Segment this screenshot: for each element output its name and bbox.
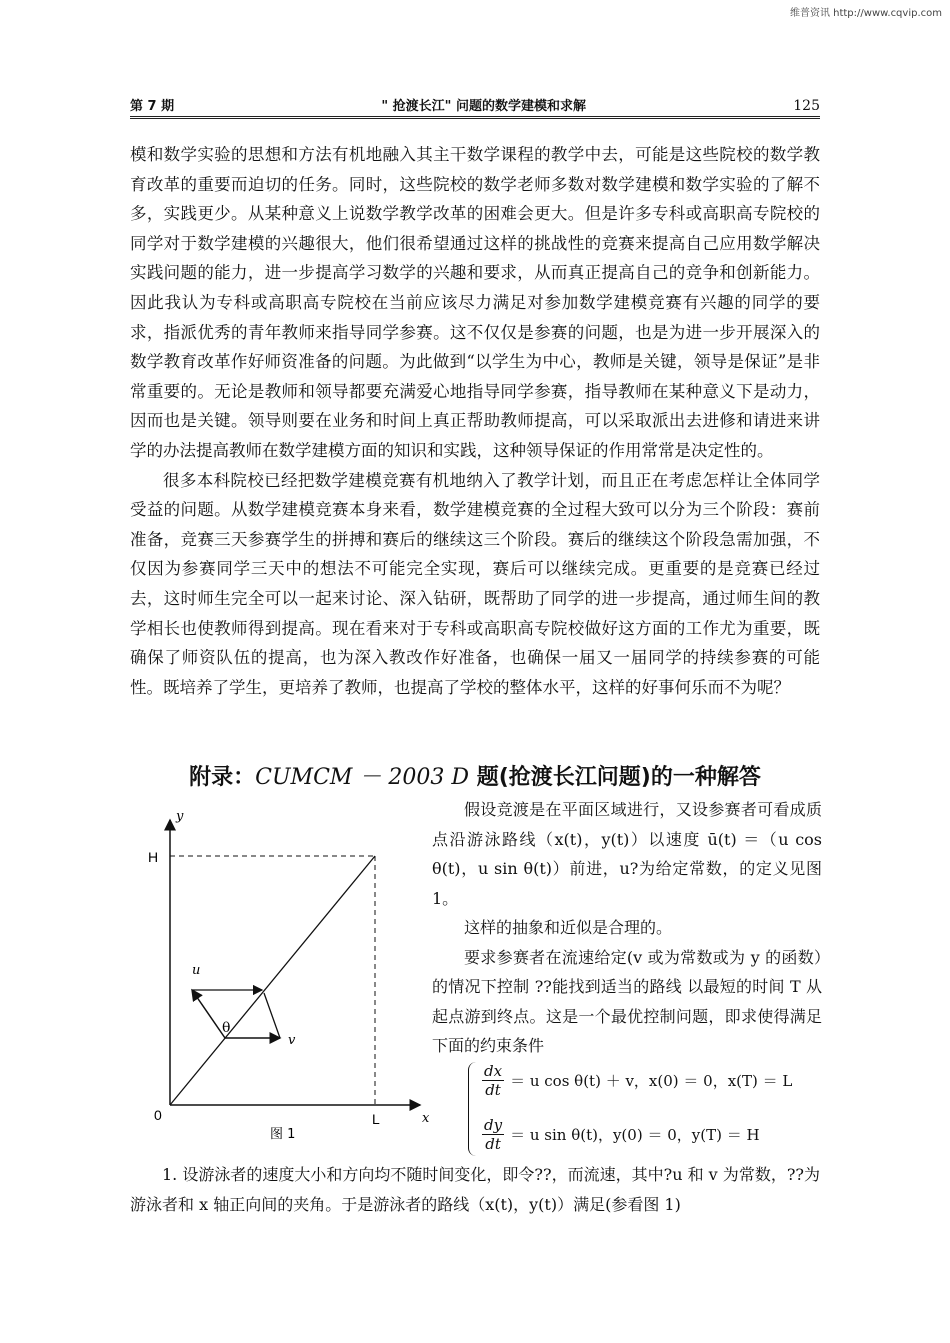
paragraph: 很多本科院校已经把数学建模竞赛有机地纳入了教学计划，而且正在考虑怎样让全体同学受益的问题。从数学建模竞赛本身来看，数学建模竞赛的全过程大致可以分为三个阶段：赛前准备，竞赛三天参赛学生的拼搏和赛后的继续这三个阶段。赛后的继续这个阶段急需加强，不仅因为参赛同学三天中的想法不可能完全实现，赛后可以继续完成。更重要的是竞赛已经过去，这时师生完全可以一起来讨论、深入钻研，既帮助了同学的进一步提高，通过师生间的教学相长也使教师得到提高。现在看来对于专科或高职高专院校做好这方面的工作尤为重要，既确保了师资队伍的提高，也为深入教改作好准备，也确保一届又一届同学的持续参赛的可能性。既培养了学生，更培养了教师，也提高了学校的整体水平，这样的好事何乐而不为呢？ bbox=[130, 470, 820, 697]
origin-label: 0 bbox=[154, 1107, 162, 1123]
v-label: v bbox=[288, 1033, 296, 1048]
h-label: H bbox=[148, 849, 159, 865]
figure-1 bbox=[130, 800, 430, 1150]
left-brace bbox=[468, 1062, 479, 1156]
appendix-title: 附录：CUMCM － 2003 D 题(抢渡长江问题)的一种解答 bbox=[189, 765, 761, 790]
paragraph: 模和数学实验的思想和方法有机地融入其主干数学课程的教学中去，可能是这些院校的数学教育改革的重要而迫切的任务。同时，这些院校的数学老师多数对数学建模和数学实验的了解不多，实践更少。从某种意义上说数学教学改革的困难会更大。但是许多专科或高职高专院校的同学对于数学建模的兴趣很大，他们很希望通过这样的挑战性的竞赛来提高自己应用数学解决实践问题的能力，进一步提高学习数学的兴趣和要求，从而真正提高自己的竞争和创新能力。因此我认为专科或高职高专院校在当前应该尽力满足对参加数学建模竞赛有兴趣的同学的要求，指派优秀的青年教师来指导同学参赛。这不仅仅是参赛的问题，也是为进一步开展深入的数学教育改革作好师资准备的问题。为此做到“以学生为中心，教师是关键，领导是保证”是非常重要的。无论是教师和领导都要充满爱心地指导同学参赛，指导教师在某种意义下是动力，因而也是关键。领导则要在业务和时间上真正帮助教师提高，可以采取派出去进修和请进来讲学的办法提高教师在数学建模方面的知识和实践，这种领导保证的作用常常是决定性的。 bbox=[130, 145, 820, 460]
parallelogram-side bbox=[264, 993, 280, 1038]
theta-label: θ bbox=[222, 1020, 231, 1036]
issue-label: 第 7 期 bbox=[130, 99, 175, 114]
equation-2: $\frac{dy}{dt}$ ＝ u sin θ(t)，y(0) ＝ 0，y(T) ＝ H bbox=[484, 1116, 760, 1153]
page-number: 125 bbox=[793, 98, 820, 114]
y-axis-label: y bbox=[176, 809, 184, 824]
u-vector bbox=[192, 990, 225, 1038]
equation-system bbox=[468, 1060, 848, 1160]
paragraph: 要求参赛者在流速给定(v 或为常数或为 y 的函数）的情况下控制 ??能找到适当的路线 以最短的时间 T 从起点游到终点。这是一个最优控制问题，即求使得满足下面的约束条件 bbox=[432, 947, 822, 1055]
equation-1: $\frac{dx}{dt}$ ＝ u cos θ(t) ＋ v，x(0) ＝ 0，x(T) ＝ L bbox=[484, 1062, 793, 1099]
swim-path-line bbox=[170, 856, 375, 1105]
u-label: u bbox=[192, 963, 201, 978]
x-axis-label: x bbox=[422, 1111, 430, 1126]
paragraph: 这样的抽象和近似是合理的。 bbox=[464, 918, 673, 937]
page-header bbox=[130, 90, 820, 119]
paragraph: 假设竞渡是在平面区域进行，又设参赛者可看成质点沿游泳路线（x(t)，y(t)）以速度 ū(t) ＝（u cos θ(t)，u sin θ(t)）前进，u?为给定常数，的定义见图 1。 bbox=[432, 800, 822, 908]
watermark: 维普资讯 http://www.cqvip.com bbox=[789, 8, 942, 19]
figure-caption: 图 1 bbox=[270, 1127, 296, 1142]
bottom-text bbox=[130, 1160, 820, 1220]
swim-diagram bbox=[130, 800, 430, 1150]
l-label: L bbox=[372, 1111, 380, 1127]
appendix-text bbox=[432, 795, 822, 1061]
paragraph: 1. 设游泳者的速度大小和方向均不随时间变化，即令??，而流速，其中?u 和 v 为常数，??为游泳者和 x 轴正向间的夹角。于是游泳者的路线（x(t)，y(t)）满足(参看图 1) bbox=[130, 1165, 820, 1214]
running-title: " 抢渡长江" 问题的数学建模和求解 bbox=[381, 99, 586, 114]
main-text bbox=[130, 140, 820, 702]
